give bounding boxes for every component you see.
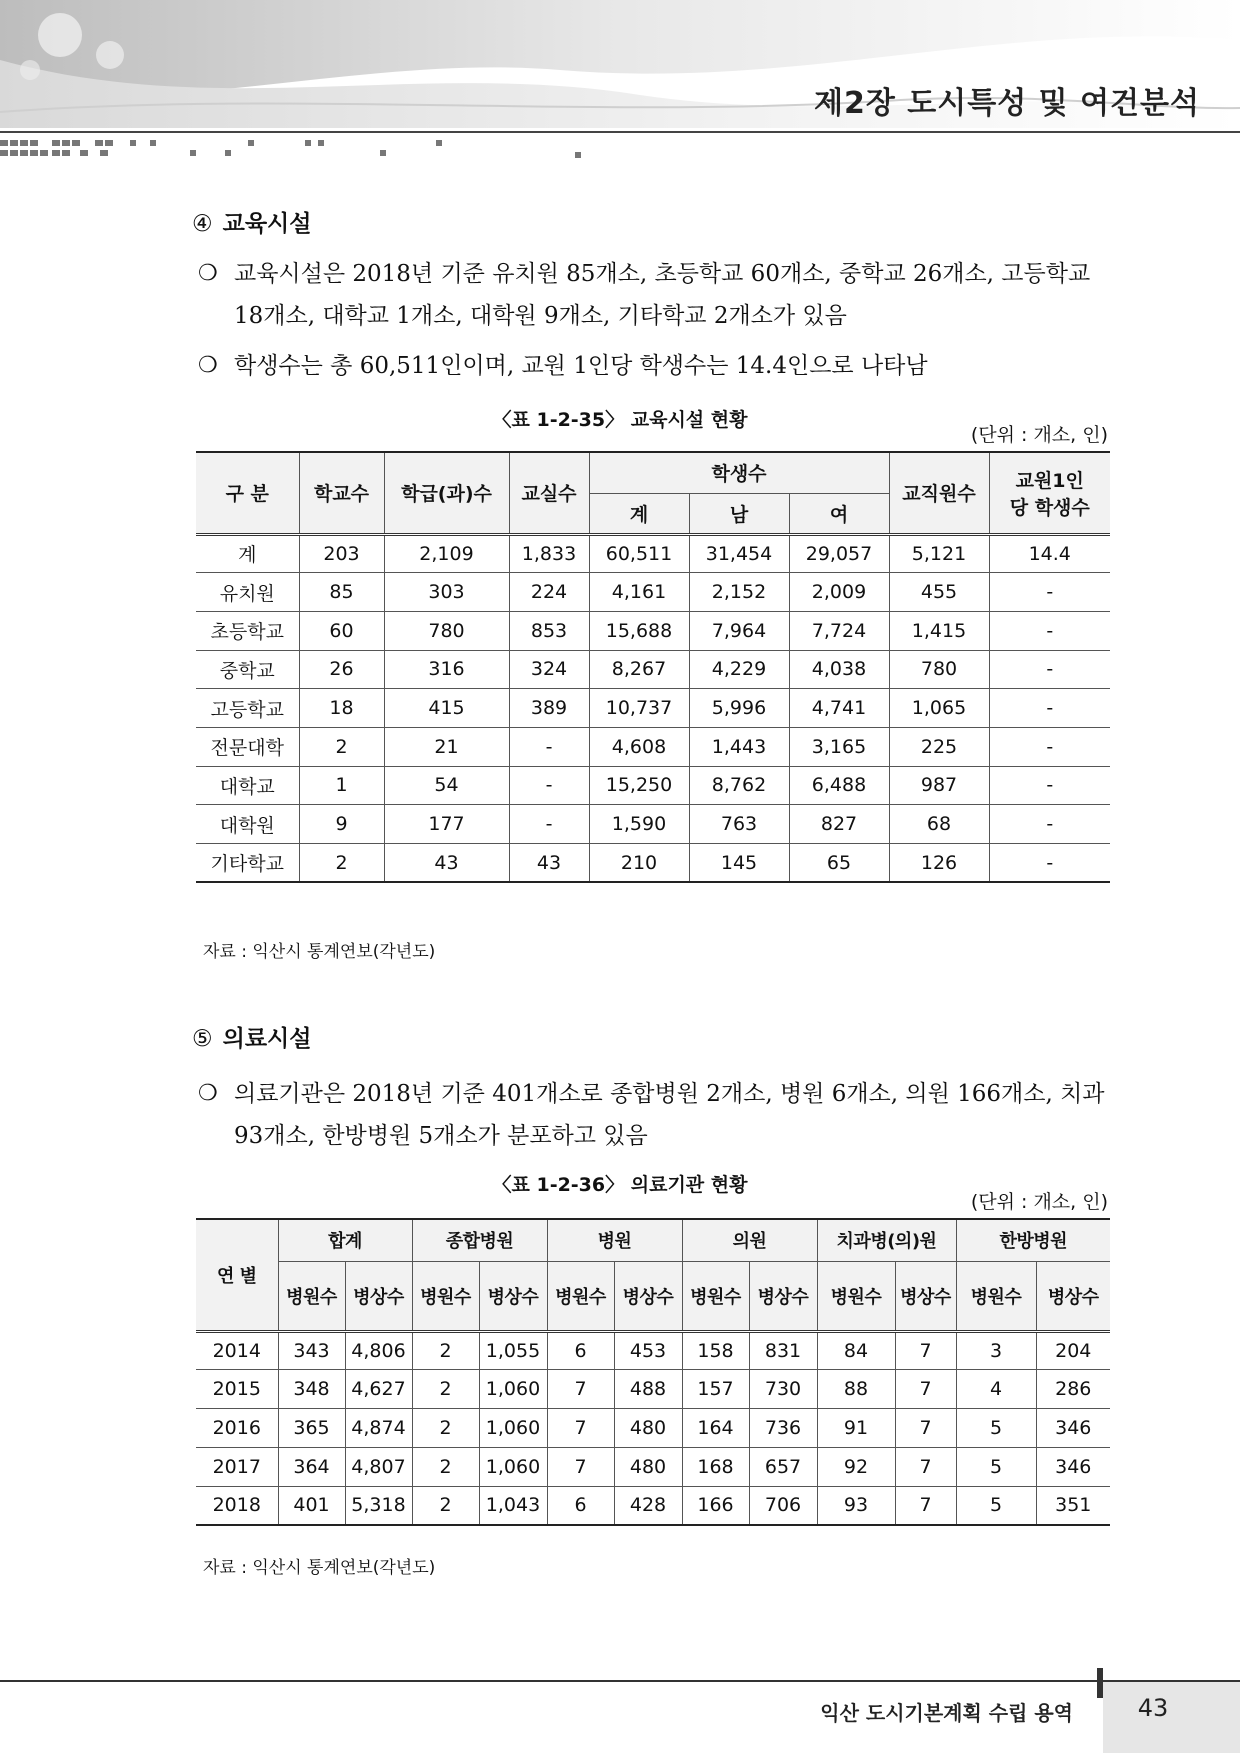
table-cell: 657	[749, 1447, 817, 1486]
table-row	[196, 534, 1110, 573]
table-cell: 1,590	[589, 805, 689, 844]
table-cell: 730	[749, 1370, 817, 1409]
table-cell: 7	[895, 1331, 956, 1370]
table-cell: 4,229	[689, 650, 789, 689]
table-cell: 6	[547, 1486, 614, 1525]
table-row	[196, 689, 1110, 728]
table-cell: 453	[614, 1331, 682, 1370]
table-cell: 10,737	[589, 689, 689, 728]
table-cell: 1,060	[479, 1409, 547, 1448]
table-row	[196, 1331, 1110, 1370]
table-cell: -	[989, 689, 1110, 728]
table-cell: 5,121	[889, 534, 989, 573]
table-2-source: 자료 : 익산시 통계연보(각년도)	[203, 1558, 436, 1578]
table-cell: 6,488	[789, 766, 889, 805]
table-cell: 5	[956, 1409, 1036, 1448]
header-male: 남	[689, 493, 789, 534]
bullet-circle-icon: ❍	[198, 1081, 218, 1106]
table-cell: 827	[789, 805, 889, 844]
table-cell: 4,806	[345, 1331, 412, 1370]
header-bed-count: 병상수	[749, 1261, 817, 1331]
table-cell: 3,165	[789, 727, 889, 766]
header-staff: 교직원수	[889, 452, 989, 534]
header-group: 치과병(의)원	[817, 1219, 956, 1261]
table-cell: 60	[299, 611, 384, 650]
table-cell: 780	[889, 650, 989, 689]
section-4-bullet-2	[198, 345, 1113, 387]
table-cell: 126	[889, 844, 989, 883]
table-cell: 4,874	[345, 1409, 412, 1448]
table-cell: 177	[384, 805, 509, 844]
table-cell: 2,009	[789, 573, 889, 612]
table-cell: 15,250	[589, 766, 689, 805]
table-cell: 428	[614, 1486, 682, 1525]
table-cell: -	[989, 805, 1110, 844]
table-cell: 7	[547, 1409, 614, 1448]
table-cell: -	[509, 727, 589, 766]
table-cell: 853	[509, 611, 589, 650]
row-label: 전문대학	[196, 727, 299, 766]
section-4-number: ④	[192, 211, 213, 237]
table-cell: 2,152	[689, 573, 789, 612]
table-cell: 346	[1036, 1409, 1110, 1448]
table-cell: 1,415	[889, 611, 989, 650]
page-number: 43	[1137, 1694, 1169, 1722]
table-cell: 2	[299, 727, 384, 766]
section-5-label: 의료시설	[222, 1026, 312, 1052]
table-row	[196, 844, 1110, 883]
table-cell: 455	[889, 573, 989, 612]
table-2-caption: 〈표 1-2-36〉 의료기관 현황	[492, 1174, 748, 1196]
table-cell: 7	[547, 1447, 614, 1486]
header-bed-count: 병상수	[1036, 1261, 1110, 1331]
table-cell: 65	[789, 844, 889, 883]
table-cell: 488	[614, 1370, 682, 1409]
education-facilities-table	[196, 451, 1110, 883]
table-cell: 346	[1036, 1447, 1110, 1486]
table-cell: 2	[412, 1447, 479, 1486]
table-cell: 348	[278, 1370, 345, 1409]
header-group: 합계	[278, 1219, 412, 1261]
table-cell: 85	[299, 573, 384, 612]
table-row	[196, 573, 1110, 612]
table-cell: 7	[895, 1447, 956, 1486]
header-hospital-count: 병원수	[412, 1261, 479, 1331]
bullet-circle-icon: ❍	[198, 353, 218, 378]
header-group: 한방병원	[956, 1219, 1110, 1261]
table-row	[196, 1370, 1110, 1409]
header-rule	[0, 131, 1240, 133]
section-5-bullet-1	[198, 1073, 1113, 1157]
bullet-text: 교육시설은 2018년 기준 유치원 85개소, 초등학교 60개소, 중학교 26개소, 고등학교 18개소, 대학교 1개소, 대학원 9개소, 기타학교 2개소가 있음	[234, 261, 1091, 329]
table-cell: 92	[817, 1447, 895, 1486]
table-cell: 5	[956, 1447, 1036, 1486]
header-group: 의원	[682, 1219, 817, 1261]
table-cell: 4,627	[345, 1370, 412, 1409]
table-cell: 7	[895, 1486, 956, 1525]
table-cell: 168	[682, 1447, 749, 1486]
row-label: 계	[196, 534, 299, 573]
table-cell: 4,161	[589, 573, 689, 612]
table-cell: 324	[509, 650, 589, 689]
row-label: 2018	[196, 1486, 278, 1525]
header-group: 종합병원	[412, 1219, 547, 1261]
table-cell: 2	[412, 1370, 479, 1409]
table-cell: 1,060	[479, 1447, 547, 1486]
table-row	[196, 1486, 1110, 1525]
header-year: 연 별	[196, 1219, 278, 1331]
row-label: 초등학교	[196, 611, 299, 650]
table-cell: 2	[412, 1409, 479, 1448]
section-5-number: ⑤	[192, 1026, 213, 1052]
table-row	[196, 766, 1110, 805]
table-cell: -	[989, 844, 1110, 883]
row-label: 2016	[196, 1409, 278, 1448]
header-hospital-count: 병원수	[682, 1261, 749, 1331]
table-cell: 1,060	[479, 1370, 547, 1409]
table-cell: 60,511	[589, 534, 689, 573]
table-cell: -	[989, 573, 1110, 612]
table-cell: 1,043	[479, 1486, 547, 1525]
table-cell: 7	[547, 1370, 614, 1409]
table-cell: 7,724	[789, 611, 889, 650]
header-bed-count: 병상수	[614, 1261, 682, 1331]
bullet-text: 학생수는 총 60,511인이며, 교원 1인당 학생수는 14.4인으로 나타남	[234, 353, 928, 379]
table-cell: 780	[384, 611, 509, 650]
table-cell: 4,807	[345, 1447, 412, 1486]
table-cell: 401	[278, 1486, 345, 1525]
table-cell: 145	[689, 844, 789, 883]
table-cell: 164	[682, 1409, 749, 1448]
table-row	[196, 805, 1110, 844]
table-cell: 93	[817, 1486, 895, 1525]
table-cell: 987	[889, 766, 989, 805]
table-cell: 343	[278, 1331, 345, 1370]
table-cell: 15,688	[589, 611, 689, 650]
table-cell: 736	[749, 1409, 817, 1448]
header-schools: 학교수	[299, 452, 384, 534]
header-classrooms: 교실수	[509, 452, 589, 534]
table-cell: 204	[1036, 1331, 1110, 1370]
table-cell: -	[989, 766, 1110, 805]
table-cell: 43	[384, 844, 509, 883]
row-label: 대학원	[196, 805, 299, 844]
table-2-unit: (단위 : 개소, 인)	[970, 1191, 1108, 1213]
table-row	[196, 611, 1110, 650]
table-cell: 43	[509, 844, 589, 883]
medical-facilities-table	[196, 1218, 1110, 1526]
bullet-circle-icon: ❍	[198, 261, 218, 286]
table-cell: 224	[509, 573, 589, 612]
table-cell: 1	[299, 766, 384, 805]
header-dot-pattern	[0, 140, 620, 162]
table-cell: 1,443	[689, 727, 789, 766]
header-bed-count: 병상수	[479, 1261, 547, 1331]
table-cell: 706	[749, 1486, 817, 1525]
table-cell: 415	[384, 689, 509, 728]
table-cell: 210	[589, 844, 689, 883]
table-cell: 7,964	[689, 611, 789, 650]
chapter-title: 제2장 도시특성 및 여건분석	[814, 86, 1200, 121]
table-cell: 54	[384, 766, 509, 805]
table-cell: 26	[299, 650, 384, 689]
table-cell: 84	[817, 1331, 895, 1370]
row-label: 2017	[196, 1447, 278, 1486]
table-cell: -	[509, 766, 589, 805]
table-cell: 9	[299, 805, 384, 844]
table-cell: -	[989, 650, 1110, 689]
row-label: 고등학교	[196, 689, 299, 728]
table-cell: 31,454	[689, 534, 789, 573]
table-1-caption: 〈표 1-2-35〉 교육시설 현황	[492, 409, 748, 431]
footer-title: 익산 도시기본계획 수립 용역	[820, 1701, 1073, 1725]
table-cell: 5	[956, 1486, 1036, 1525]
table-cell: 480	[614, 1447, 682, 1486]
bullet-text: 의료기관은 2018년 기준 401개소로 종합병원 2개소, 병원 6개소, 의원 166개소, 치과 93개소, 한방병원 5개소가 분포하고 있음	[234, 1081, 1105, 1149]
table-row	[196, 1447, 1110, 1486]
table-cell: 1,065	[889, 689, 989, 728]
header-bed-count: 병상수	[895, 1261, 956, 1331]
table-cell: 365	[278, 1409, 345, 1448]
table-cell: 351	[1036, 1486, 1110, 1525]
table-cell: 6	[547, 1331, 614, 1370]
table-row	[196, 1409, 1110, 1448]
row-label: 중학교	[196, 650, 299, 689]
table-cell: 158	[682, 1331, 749, 1370]
header-total: 계	[589, 493, 689, 534]
table-cell: 29,057	[789, 534, 889, 573]
section-4-title	[192, 205, 312, 238]
table-cell: 364	[278, 1447, 345, 1486]
header-bed-count: 병상수	[345, 1261, 412, 1331]
header-female: 여	[789, 493, 889, 534]
table-1-unit: (단위 : 개소, 인)	[970, 424, 1108, 446]
row-label: 기타학교	[196, 844, 299, 883]
header-hospital-count: 병원수	[817, 1261, 895, 1331]
table-cell: 2,109	[384, 534, 509, 573]
table-cell: 5,318	[345, 1486, 412, 1525]
table-cell: 2	[299, 844, 384, 883]
table-1-source: 자료 : 익산시 통계연보(각년도)	[203, 942, 436, 962]
header-category: 구 분	[196, 452, 299, 534]
table-cell: 4,608	[589, 727, 689, 766]
table-cell: 3	[956, 1331, 1036, 1370]
table-cell: -	[989, 611, 1110, 650]
table-cell: 91	[817, 1409, 895, 1448]
table-cell: 157	[682, 1370, 749, 1409]
table-cell: 389	[509, 689, 589, 728]
header-hospital-count: 병원수	[278, 1261, 345, 1331]
header-group: 병원	[547, 1219, 682, 1261]
table-cell: 831	[749, 1331, 817, 1370]
section-4-label: 교육시설	[222, 211, 312, 237]
section-5-title	[192, 1020, 312, 1053]
table-cell: 763	[689, 805, 789, 844]
table-cell: 4	[956, 1370, 1036, 1409]
table-cell: 88	[817, 1370, 895, 1409]
footer-rule	[0, 1680, 1240, 1682]
header-classes: 학급(과)수	[384, 452, 509, 534]
table-cell: 7	[895, 1409, 956, 1448]
row-label: 2014	[196, 1331, 278, 1370]
table-cell: 7	[895, 1370, 956, 1409]
table-row	[196, 650, 1110, 689]
row-label: 대학교	[196, 766, 299, 805]
table-cell: 480	[614, 1409, 682, 1448]
table-cell: 2	[412, 1486, 479, 1525]
table-cell: 2	[412, 1331, 479, 1370]
table-cell: 68	[889, 805, 989, 844]
table-cell: 4,741	[789, 689, 889, 728]
table-cell: 303	[384, 573, 509, 612]
table-cell: 8,267	[589, 650, 689, 689]
table-cell: 8,762	[689, 766, 789, 805]
table-cell: 316	[384, 650, 509, 689]
table-cell: 1,833	[509, 534, 589, 573]
table-cell: -	[989, 727, 1110, 766]
table-cell: -	[509, 805, 589, 844]
table-cell: 225	[889, 727, 989, 766]
header-students: 학생수	[589, 452, 889, 493]
table-cell: 4,038	[789, 650, 889, 689]
table-cell: 166	[682, 1486, 749, 1525]
header-hospital-count: 병원수	[547, 1261, 614, 1331]
table-cell: 5,996	[689, 689, 789, 728]
row-label: 유치원	[196, 573, 299, 612]
section-4-bullet-1	[198, 253, 1113, 337]
row-label: 2015	[196, 1370, 278, 1409]
table-cell: 21	[384, 727, 509, 766]
table-cell: 1,055	[479, 1331, 547, 1370]
table-row	[196, 727, 1110, 766]
header-ratio: 교원1인당 학생수	[989, 452, 1110, 534]
table-cell: 18	[299, 689, 384, 728]
table-cell: 286	[1036, 1370, 1110, 1409]
header-hospital-count: 병원수	[956, 1261, 1036, 1331]
table-cell: 14.4	[989, 534, 1110, 573]
table-cell: 203	[299, 534, 384, 573]
